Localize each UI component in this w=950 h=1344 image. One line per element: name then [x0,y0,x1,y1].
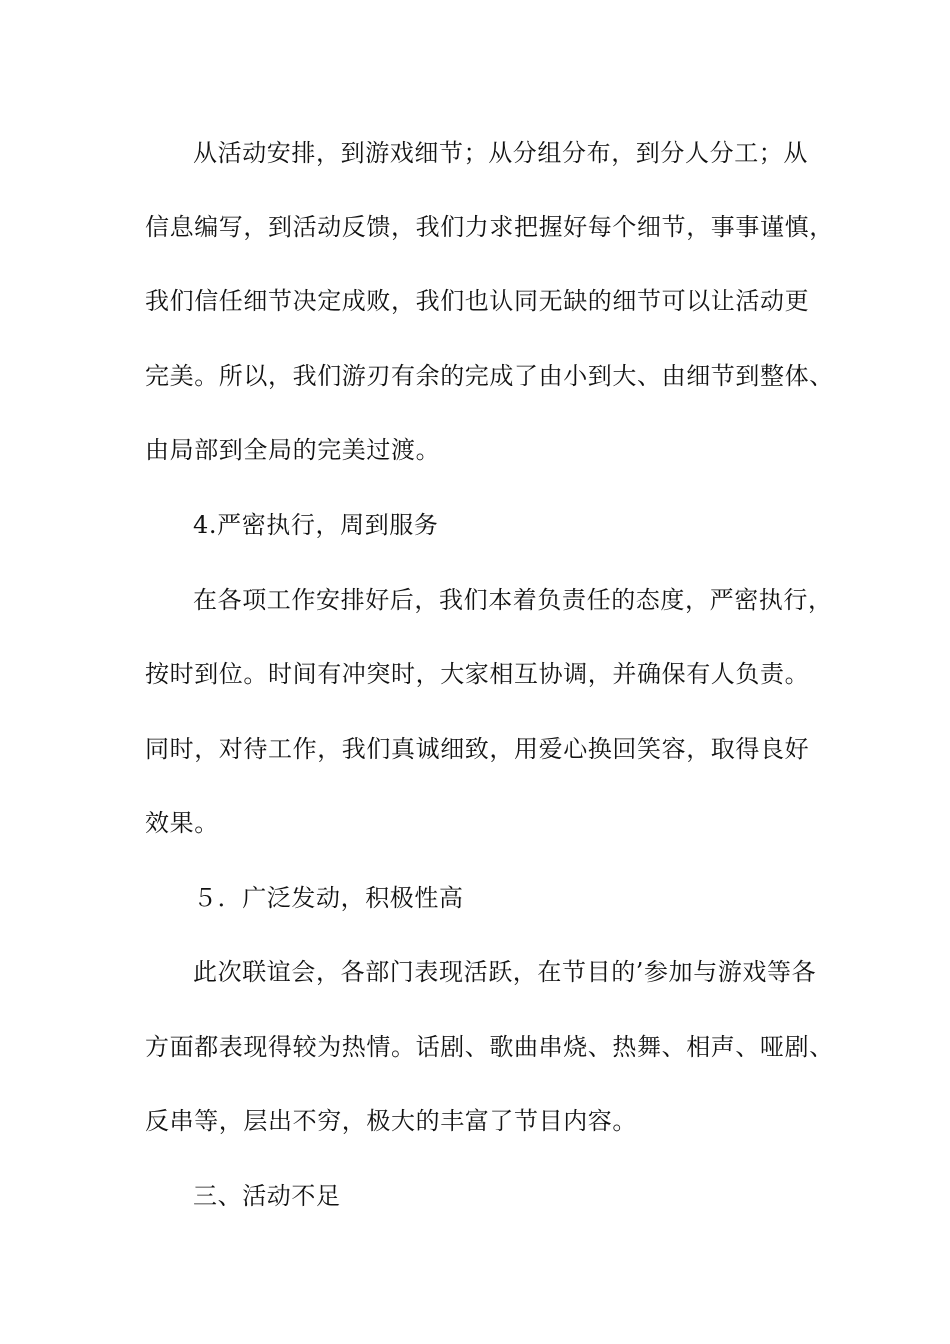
section-heading: 4.严密执行，周到服务 [193,511,439,539]
section-heading: 三、活动不足 [193,1182,341,1210]
section-heading: ５．广泛发动，积极性高 [193,884,464,912]
paragraph-line: 此次联谊会，各部门表现活跃，在节目的’参加与游戏等各 [193,958,817,986]
paragraph-line: 在各项工作安排好后，我们本着负责任的态度，严密执行， [193,586,833,614]
paragraph-line: 按时到位。时间有冲突时，大家相互协调，并确保有人负责。 [145,660,810,688]
paragraph-line: 信息编写，到活动反馈，我们力求把握好每个细节，事事谨慎， [145,213,834,241]
paragraph-line: 方面都表现得较为热情。话剧、歌曲串烧、热舞、相声、哑剧、 [145,1033,834,1061]
paragraph-line: 反串等，层出不穷，极大的丰富了节目内容。 [145,1107,637,1135]
paragraph-line: 由局部到全局的完美过渡。 [145,436,441,464]
paragraph-line: 我们信任细节决定成败，我们也认同无缺的细节可以让活动更 [145,287,810,315]
paragraph-line: 从活动安排，到游戏细节；从分组分布，到分人分工；从 [193,139,808,167]
paragraph-line: 完美。所以，我们游刃有余的完成了由小到大、由细节到整体、 [145,362,834,390]
paragraph-line: 同时，对待工作，我们真诚细致，用爱心换回笑容，取得良好 [145,735,810,763]
paragraph-line: 效果。 [145,809,219,837]
